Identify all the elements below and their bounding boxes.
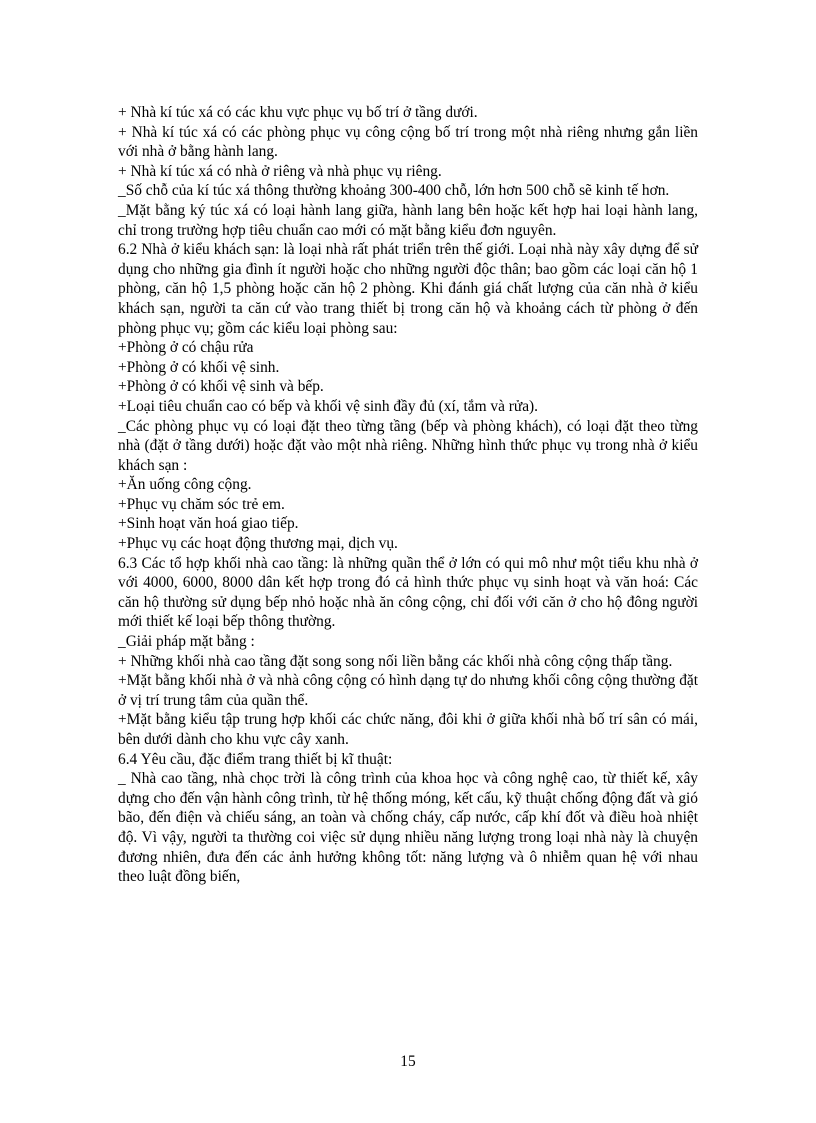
bullet-services-ground-floor: + Nhà kí túc xá có các khu vực phục vụ bố trí ở tầng dưới. [118,104,478,121]
dormitory-floorplan-paragraph: _Mặt bằng ký túc xá có loại hành lang giữa, hành lang bên hoặc kết hợp hai loại hành lang, chỉ trong trường hợp tiêu chuẩn cao mới có mặt bằng kiểu đơn nguyên. [118,201,698,239]
bullet-services-separate-building: + Nhà kí túc xá có các phòng phục vụ công cộng bố trí trong một nhà riêng nhưng gắn liền với nhà ở bằng hành lang. [118,123,698,161]
room-type-sink: +Phòng ở có chậu rửa [118,339,254,357]
room-type-wc-kitchen: +Phòng ở có khối vệ sinh và bếp. [118,378,324,396]
bullet-separate-housing: + Nhà kí túc xá có nhà ở riêng và nhà phục vụ riêng. [118,162,442,180]
page-body [118,103,698,887]
page-number: 15 [400,1053,416,1070]
floorplan-solution-heading: _Giải pháp mặt bằng : [118,633,255,651]
highrise-technology-paragraph: _ Nhà cao tầng, nhà chọc trời là công trình của khoa học và công nghệ cao, từ thiết kế, xây dựng cho đến vận hành công trình, từ hệ thống móng, kết cấu, kỹ thuật chống động đất và gió bão, đến điện và chiếu sáng, an toàn và chống cháy, cấp nước, cấp khí đốt và điều hoà nhiệt độ. Vì vậy, người ta thường coi việc sử dụng nhiều năng lượng trong loại nhà này là chuyện đương nhiên, đưa đến các ảnh hưởng không tốt: năng lượng và ô nhiễm quan hệ với nhau theo luật đồng biến, [118,770,698,886]
service-childcare: +Phục vụ chăm sóc trẻ em. [118,495,285,513]
room-type-high-standard: +Loại tiêu chuẩn cao có bếp và khối vệ sinh đầy đủ (xí, tắm và rửa). [118,397,539,415]
room-type-wc: +Phòng ở có khối vệ sinh. [118,358,280,376]
floorplan-free-form: +Mặt bằng khối nhà ở và nhà công cộng có hình dạng tự do nhưng khối công cộng thường đặt ở vị trí trung tâm của quần thể. [118,672,698,709]
dormitory-capacity-paragraph: _Số chỗ của kí túc xá thông thường khoảng 300-400 chỗ, lớn hơn 500 chỗ sẽ kinh tế hơn. [118,182,670,200]
floorplan-concentrated: +Mặt bằng kiểu tập trung hợp khối các chức năng, đôi khi ở giữa khối nhà bố trí sân có mái, bên dưới dành cho khu vực cây xanh. [118,711,698,748]
service-commerce: +Phục vụ các hoạt động thương mại, dịch vụ. [118,535,398,553]
section-6-3-highrise-complex: 6.3 Các tổ hợp khối nhà cao tầng: là những quần thể ở lớn có qui mô như một tiểu khu nhà ở với 4000, 6000, 8000 dân kết hợp trong đó cả hình thức phục vụ sinh hoạt và văn hoá: Các căn hộ thường sử dụng bếp nhỏ hoặc nhà ăn công cộng, chỉ đối với căn ở cho hộ đông người mới thiết kế loại bếp thông thường. [118,554,698,631]
service-rooms-paragraph: _Các phòng phục vụ có loại đặt theo từng tầng (bếp và phòng khách), có loại đặt theo từng nhà (đặt ở tầng dưới) hoặc đặt vào một nhà riêng. Những hình thức phục vụ trong nhà ở kiểu khách sạn : [118,417,698,474]
floorplan-parallel-blocks: + Những khối nhà cao tầng đặt song song nối liền bằng các khối nhà công cộng thấp tầng. [118,652,673,670]
section-6-2-hotel-style: 6.2 Nhà ở kiểu khách sạn: là loại nhà rất phát triển trên thế giới. Loại nhà này xây dựng để sử dụng cho những gia đình ít người hoặc cho những người độc thân; bao gồm các loại căn hộ 1 phòng, căn hộ 1,5 phòng hoặc căn hộ 2 phòng. Khi đánh giá chất lượng của căn nhà ở kiểu khách sạn, người ta căn cứ vào trang thiết bị trong căn hộ và khoảng cách từ phòng ở đến phòng phục vụ; gồm các kiểu loại phòng sau: [118,241,698,337]
service-public-dining: +Ăn uống công cộng. [118,476,252,494]
section-6-4-technical-equipment: 6.4 Yêu cầu, đặc điểm trang thiết bị kĩ thuật: [118,750,393,768]
service-culture: +Sinh hoạt văn hoá giao tiếp. [118,515,299,533]
